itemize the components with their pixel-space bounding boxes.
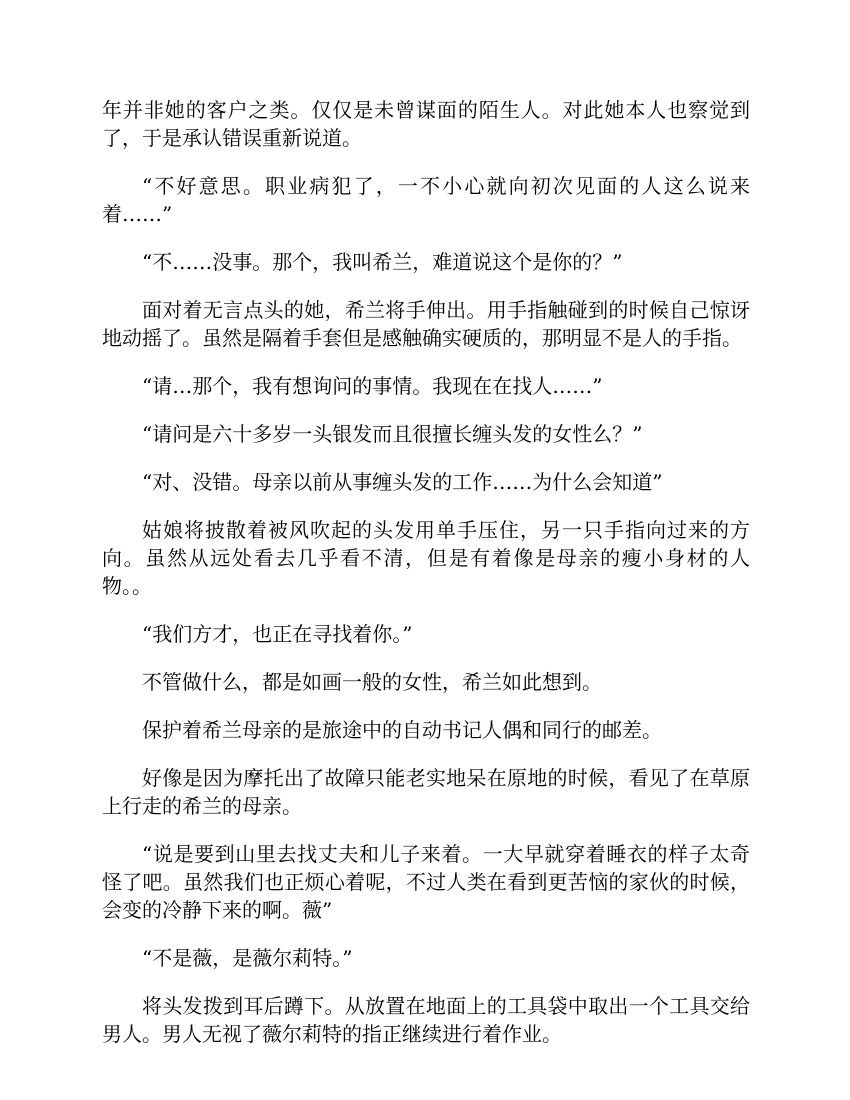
paragraph-3: “不……没事。那个，我叫希兰，难道说这个是你的？”	[142, 250, 623, 274]
paragraph-14: “不是薇，是薇尔莉特。”	[142, 946, 353, 970]
paragraph-15: 将头发拨到耳后蹲下。从放置在地面上的工具袋中取出一个工具交给男人。男人无视了薇尔莉特的指正继续进行着作业。	[102, 994, 750, 1046]
paragraph-1: 年并非她的客户之类。仅仅是未曾谋面的陌生人。对此她本人也察觉到了，于是承认错误重新说道。	[102, 98, 750, 150]
paragraph-10: 不管做什么，都是如画一般的女性，希兰如此想到。	[142, 670, 602, 694]
paragraph-11: 保护着希兰母亲的是旅途中的自动书记人偶和同行的邮差。	[142, 718, 662, 742]
paragraph-12: 好像是因为摩托出了故障只能老实地呆在原地的时候，看见了在草原上行走的希兰的母亲。	[102, 766, 750, 818]
document-page	[102, 96, 750, 1068]
paragraph-13: “说是要到山里去找丈夫和儿子来着。一大早就穿着睡衣的样子太奇怪了吧。虽然我们也正烦心着呢，不过人类在看到更苦恼的家伙的时候，会变的冷静下来的啊。薇”	[102, 842, 750, 922]
paragraph-6: “请问是六十多岁一头银发而且很擅长缠头发的女性么？”	[142, 422, 643, 446]
paragraph-4: 面对着无言点头的她，希兰将手伸出。用手指触碰到的时候自己惊讶地动摇了。虽然是隔着手套但是感触确实硬质的，那明显不是人的手指。	[102, 298, 750, 350]
paragraph-7: “对、没错。母亲以前从事缠头发的工作……为什么会知道”	[142, 470, 663, 494]
paragraph-8: 姑娘将披散着被风吹起的头发用单手压住，另一只手指向过来的方向。虽然从远处看去几乎看不清，但是有着像是母亲的瘦小身材的人物。。	[102, 518, 750, 598]
paragraph-2: “不好意思。职业病犯了，一不小心就向初次见面的人这么说来着……”	[102, 174, 750, 226]
paragraph-5: “请…那个，我有想询问的事情。我现在在找人……”	[142, 374, 603, 398]
paragraph-9: “我们方才，也正在寻找着你。”	[142, 622, 413, 646]
